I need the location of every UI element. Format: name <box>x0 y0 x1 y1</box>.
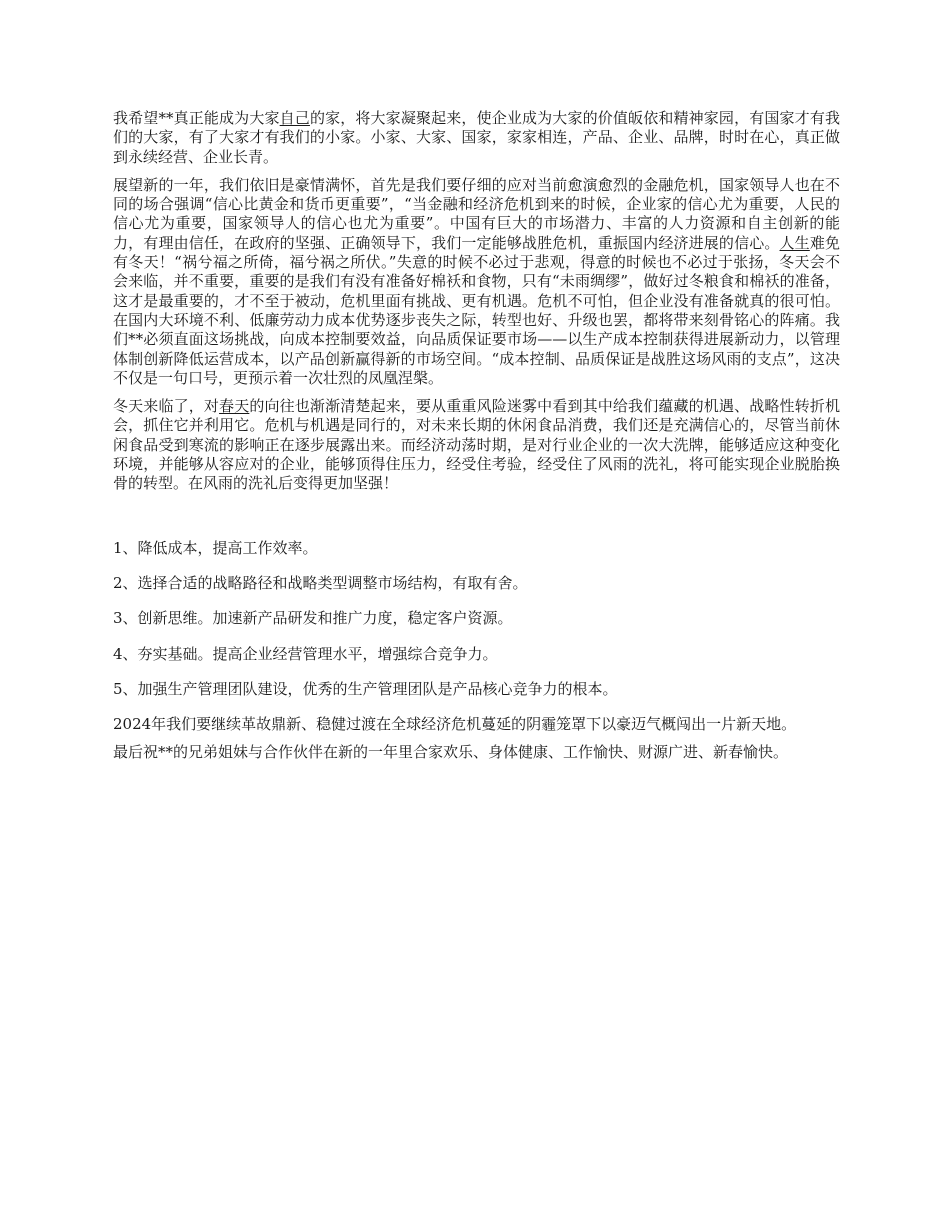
list-item: 5、加强生产管理团队建设，优秀的生产管理团队是产品核心竞争力的根本。 <box>113 679 618 698</box>
link-chuntian[interactable]: 春天 <box>219 397 250 416</box>
paragraph-outlook: 2024年我们要继续革故鼎新、稳健过渡在全球经济危机蔓延的阴霾笼罩下以豪迈气概闯出一片新天地。 <box>113 715 797 734</box>
link-rensheng[interactable]: 人生 <box>779 233 810 252</box>
paragraph-closing-wishes: 最后祝**的兄弟姐妹与合作伙伴在新的一年里合家欢乐、身体健康、工作愉快、财源广进、新春愉快。 <box>113 743 789 762</box>
section-spacer <box>113 503 840 539</box>
document-page <box>113 109 840 772</box>
list-item: 3、创新思维。加速新产品研发和推广力度，稳定客户资源。 <box>113 609 513 628</box>
paragraph-3-text-a: 冬天来临了，对 <box>113 397 220 416</box>
paragraph-2-text-b: 难免有冬天！“祸兮福之所倚，福兮祸之所伏。”失意的时候不必过于悲观，得意的时候也不必过于张扬，冬天会不会来临，并不重要，重要的是我们有没有准备好棉袄和食物，只有“未雨绸缪”，做好过冬粮食和棉袄的准备，这才是最重要的，才不至于被动，危机里面有挑战、更有机遇。危机不可怕，但企业没有准备就真的很可怕。在国内大环境不利、低廉劳动力成本优势逐步丧失之际，转型也好、升级也罢，都将带来刻骨铭心的阵痛。我们**必须直面这场挑战，向成本控制要效益，向品质保证要市场——以生产成本控制获得进展新动力，以管理体制创新降低运营成本，以产品创新赢得新的市场空间。“成本控制、品质保证是战胜这场风雨的支点”，这决不仅是一句口号，更预示着一次壮烈的凤凰涅槃。 <box>113 233 840 387</box>
list-item: 1、降低成本，提高工作效率。 <box>113 538 318 557</box>
link-ziji[interactable]: 自己 <box>279 109 310 127</box>
paragraph-2 <box>113 176 840 388</box>
list-item: 4、夯实基础。提高企业经营管理水平，增强综合竞争力。 <box>113 644 498 663</box>
paragraph-3-text-b: 的向往也渐渐清楚起来，要从重重风险迷雾中看到其中给我们蕴藏的机遇、战略性转折机会，抓住它并利用它。危机与机遇是同行的，对未来长期的休闲食品消费，我们还是充满信心的，尽管当前休闲食品受到寒流的影响正在逐步展露出来。而经济动荡时期，是对行业企业的一次大洗牌，能够适应这种变化环境，并能够从容应对的企业，能够顶得住压力，经受住考验，经受住了风雨的洗礼，将可能实现企业脱胎换骨的转型。在风雨的洗礼后变得更加坚强！ <box>113 397 840 493</box>
paragraph-3 <box>113 397 840 493</box>
paragraph-1-text-b: 的家，将大家凝聚起来，使企业成为大家的价值皈依和精神家园，有国家才有我们的大家，有了大家才有我们的小家。小家、大家、国家，家家相连，产品、企业、品牌，时时在心，真正做到永续经营、企业长青。 <box>113 109 840 166</box>
paragraph-1-text-a: 我希望**真正能成为大家 <box>113 109 280 127</box>
paragraph-2-text-a: 展望新的一年，我们依旧是豪情满怀，首先是我们要仔细的应对当前愈演愈烈的金融危机，国家领导人也在不同的场合强调“信心比黄金和货币更重要”，“当金融和经济危机到来的时候，企业家的信心尤为重要，人民的信心尤为重要，国家领导人的信心也尤为重要”。中国有巨大的市场潜力、丰富的人力资源和自主创新的能力，有理由信任，在政府的坚强、正确领导下，我们一定能够战胜危机，重振国内经济进展的信心。 <box>113 175 840 252</box>
list-item: 2、选择合适的战略路径和战略类型调整市场结构，有取有舍。 <box>113 573 528 592</box>
paragraph-1 <box>113 109 840 167</box>
